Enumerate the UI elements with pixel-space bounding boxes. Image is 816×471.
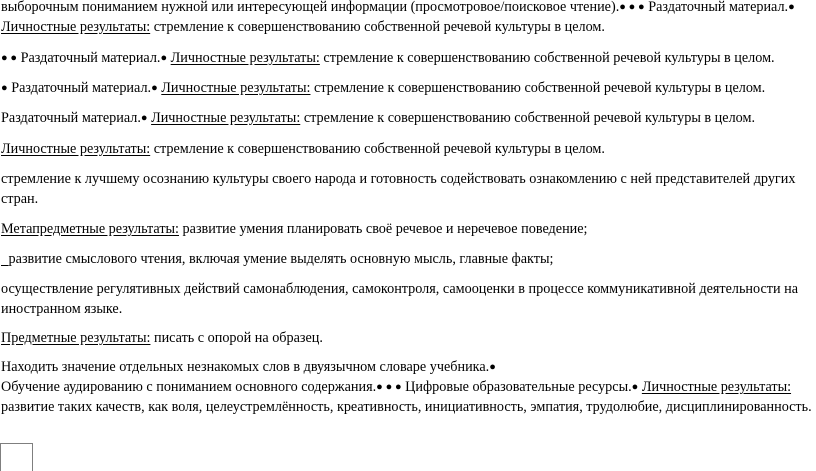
- handout-text: Раздаточный материал.: [648, 0, 789, 15]
- paragraph-8: [0, 249, 811, 269]
- personal-results-label: Личностные результаты:: [161, 80, 311, 96]
- paragraph-6: [0, 169, 813, 209]
- paragraph-9-text: осуществление регулятивных действий самонаблюдения, самоконтроля, самооценки в процессе коммуникативной деятельности на иностранном языке.: [1, 281, 798, 317]
- paragraph-7: [0, 219, 811, 239]
- digital-resources-text: Цифровые образовательные ресурсы.: [405, 379, 632, 395]
- handout-text: Раздаточный материал.: [20, 50, 161, 66]
- bullet-icon: ● ● ●: [619, 1, 645, 13]
- metasubject-results-text: развитие умения планировать своё речевое и неречевое поведение;: [182, 221, 588, 237]
- bullet-icon: ●: [140, 112, 148, 124]
- paragraph-6-text: стремление к лучшему осознанию культуры своего народа и готовность содействовать ознакомлению с ней представителей других стран.: [1, 171, 796, 207]
- paragraph-10: [0, 328, 811, 348]
- subject-results-text: писать с опорой на образец.: [154, 330, 323, 346]
- personal-results-text: стремление к совершенствованию собственной речевой культуры в целом.: [153, 141, 605, 157]
- personal-results-text: стремление к совершенствованию собственной речевой культуры в целом.: [303, 110, 755, 126]
- handout-text: Раздаточный материал.: [1, 110, 141, 126]
- personal-results-label: Личностные результаты:: [641, 379, 792, 395]
- paragraph-3: [0, 78, 811, 98]
- paragraph-11-line-2: Обучение аудированию с пониманием основного содержания.: [1, 379, 377, 395]
- paragraph-4: [0, 108, 811, 128]
- empty-frame-box: [0, 443, 33, 471]
- personal-results-text: развитие таких качеств, как воля, целеустремлённость, креативность, инициативность, эмпатия, трудолюбие, дисциплинированность.: [1, 399, 812, 415]
- bullet-icon: ● ● ●: [376, 381, 402, 393]
- personal-results-label: Личностные результаты:: [1, 141, 151, 157]
- bullet-icon: ● ●: [1, 52, 18, 64]
- personal-results-text: стремление к совершенствованию собственной речевой культуры в целом.: [314, 80, 766, 96]
- personal-results-label: Личностные результаты:: [151, 110, 301, 126]
- bullet-icon: ●: [160, 52, 168, 64]
- paragraph-8-text: развитие смыслового чтения, включая умение выделять основную мысль, главные факты;: [8, 251, 554, 267]
- paragraph-11-line-1: Находить значение отдельных незнакомых слов в двуязычном словаре учебника.: [1, 359, 490, 375]
- bullet-icon: ●: [489, 361, 496, 373]
- paragraph-11: [0, 357, 813, 417]
- paragraph-1-text: выборочным пониманием нужной или интересующей информации (просмотровое/поисковое чтение).: [1, 0, 620, 15]
- paragraph-5: [0, 139, 811, 159]
- personal-results-text: стремление к совершенствованию собственной речевой культуры в целом.: [153, 19, 605, 35]
- personal-results-label: Личностные результаты:: [170, 50, 320, 66]
- bullet-icon: ●: [631, 381, 639, 393]
- personal-results-label: Личностные результаты:: [1, 19, 151, 35]
- metasubject-results-label: Метапредметные результаты:: [1, 221, 179, 237]
- handout-text: Раздаточный материал.: [11, 80, 152, 96]
- personal-results-text: стремление к совершенствованию собственной речевой культуры в целом.: [323, 50, 775, 66]
- paragraph-1: [0, 0, 811, 37]
- paragraph-9: [0, 279, 813, 319]
- subject-results-label: Предметные результаты:: [1, 330, 151, 346]
- paragraph-2: [0, 48, 811, 68]
- bullet-icon: ●: [788, 1, 795, 13]
- bullet-icon: ●: [151, 82, 158, 94]
- bullet-icon: ●: [1, 82, 8, 94]
